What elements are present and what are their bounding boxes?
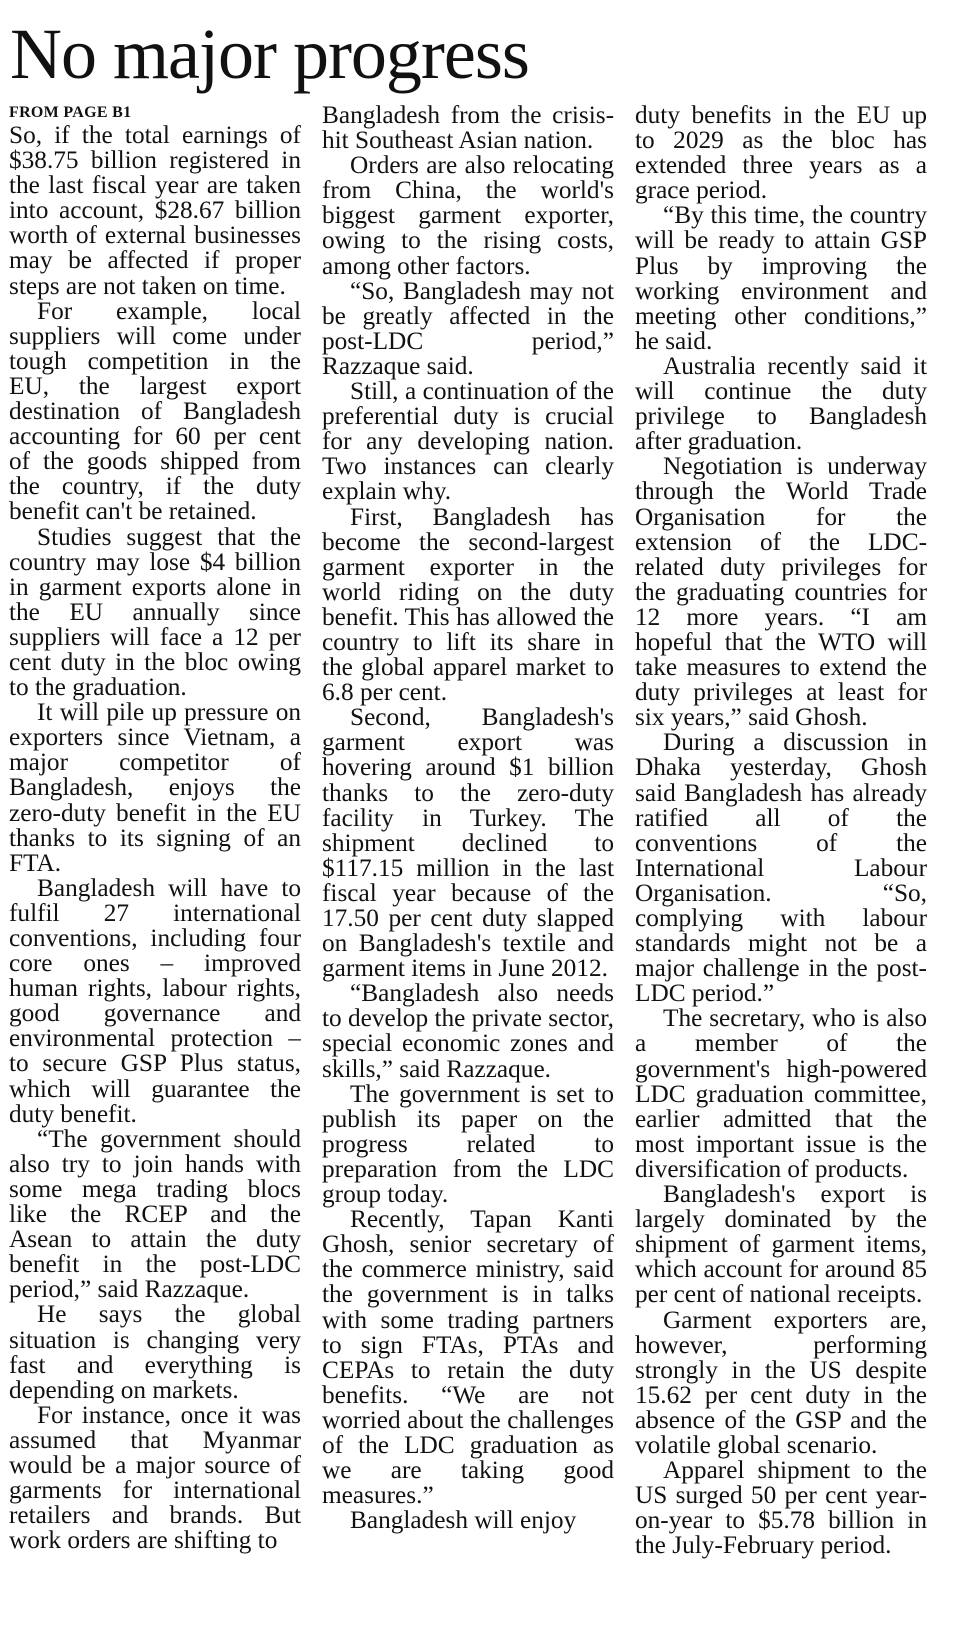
paragraph: Studies suggest that the country may lose $4 billion in garment exports alone in the EU annually since suppliers will face a 12 per cent duty in the bloc owing to the graduation.: [9, 522, 301, 702]
paragraph: Garment exporters are, however, performing strongly in the US despite 15.62 per cent duty in the absence of the GSP and the volatile global scenario.: [635, 1305, 927, 1459]
paragraph: Recently, Tapan Kanti Ghosh, senior secretary of the commerce ministry, said the government is in talks with some trading partners to sign FTAs, PTAs and CEPAs to retain the duty benefits. “We are not worried about the challenges of the LDC graduation as we are taking good measures.”: [322, 1205, 614, 1510]
paragraph: Bangladesh from the crisis-hit Southeast Asian nation.: [322, 103, 614, 155]
paragraph: It will pile up pressure on exporters since Vietnam, a major competitor of Bangladesh, enjoys the zero-duty benefit in the EU thanks to its signing of an FTA.: [9, 698, 301, 877]
article-column-2: [322, 103, 614, 1643]
paragraph: Second, Bangladesh's garment export was hovering around $1 billion thanks to the zero-duty facility in Turkey. The shipment declined to $117.15 million in the last fiscal year because of the 17.50 per cent duty slapped on Bangladesh's textile and garment items in June 2012.: [322, 703, 614, 983]
kicker-from-page: FROM PAGE B1: [9, 104, 132, 121]
paragraph: Still, a continuation of the preferential duty is crucial for any developing nation. Two instances can clearly explain why.: [322, 377, 614, 506]
paragraph: Bangladesh will have to fulfil 27 international conventions, including four core ones – improved human rights, labour rights, good governance and environmental protection – to secure GSP Plus status, which will guarantee the duty benefit.: [9, 873, 301, 1128]
paragraph: For instance, once it was assumed that Myanmar would be a major source of garments for international retailers and brands. But work orders are shifting to: [9, 1400, 301, 1555]
paragraph: Orders are also relocating from China, the world's biggest garment exporter, owing to the rising costs, among other factors.: [322, 151, 614, 280]
paragraph: “The government should also try to join hands with some mega trading blocs like the RCEP and the Asean to attain the duty benefit in the post-LDC period,” said Razzaque.: [9, 1124, 301, 1304]
paragraph: duty benefits in the EU up to 2029 as the bloc has extended three years as a grace period.: [635, 103, 927, 205]
paragraph: So, if the total earnings of $38.75 billion registered in the last fiscal year are taken into account, $28.67 billion worth of external businesses may be affected if proper steps are not taken on time.: [9, 121, 301, 300]
paragraph: He says the global situation is changing very fast and everything is depending on markets.: [9, 1300, 301, 1404]
paragraph: Apparel shipment to the US surged 50 per cent year-on-year to $5.78 billion in the July-February period.: [635, 1456, 927, 1560]
paragraph: Bangladesh will enjoy: [350, 1506, 577, 1535]
paragraph: “Bangladesh also needs to develop the private sector, special economic zones and skills,” said Razzaque.: [322, 979, 614, 1083]
article-column-1: [9, 103, 301, 1643]
paragraph: First, Bangladesh has become the second-largest garment exporter in the world riding on the duty benefit. This has allowed the country to lift its share in the global apparel market to 6.8 per cent.: [322, 502, 614, 707]
article-column-3: [635, 103, 927, 1643]
paragraph: The secretary, who is also a member of the government's high-powered LDC graduation committee, earlier admitted that the most important issue is the diversification of products.: [635, 1004, 927, 1183]
paragraph: For example, local suppliers will come under tough competition in the EU, the largest export destination of Bangladesh accounting for 60 per cent of the goods shipped from the country, if the duty benefit can't be retained.: [9, 296, 301, 526]
paragraph: “By this time, the country will be ready to attain GSP Plus by improving the working environment and meeting other conditions,” he said.: [635, 201, 927, 355]
headline: No major progress: [10, 14, 529, 94]
paragraph: During a discussion in Dhaka yesterday, Ghosh said Bangladesh has already ratified all of the conventions of the International Labour Organisation. “So, complying with labour standards might not be a major challenge in the post-LDC period.”: [635, 728, 927, 1008]
paragraph: “So, Bangladesh may not be greatly affected in the post-LDC period,” Razzaque said.: [322, 276, 614, 380]
paragraph: Australia recently said it will continue the duty privilege to Bangladesh after graduation.: [635, 351, 927, 456]
paragraph: Bangladesh's export is largely dominated by the shipment of garment items, which account for around 85 per cent of national receipts.: [635, 1180, 927, 1309]
paragraph: The government is set to publish its paper on the progress related to preparation from the LDC group today.: [322, 1079, 614, 1209]
paragraph: Negotiation is underway through the World Trade Organisation for the extension of the LDC-related duty privileges for the graduating countries for 12 more years. “I am hopeful that the WTO will take measures to extend the duty privileges at least for six years,” said Ghosh.: [635, 452, 927, 732]
